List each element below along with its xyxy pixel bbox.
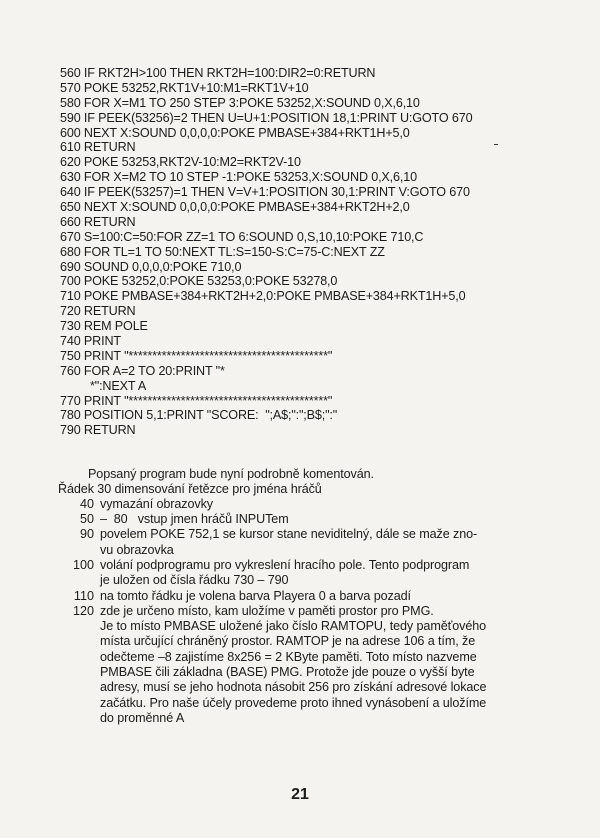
entry-text: – 80 vstup jmen hráčů INPUTem bbox=[100, 512, 289, 527]
code-line: 680 FOR TL=1 TO 50:NEXT TL:S=150-S:C=75-C:NEXT ZZ bbox=[60, 244, 385, 259]
code-line: 580 FOR X=M1 TO 250 STEP 3:POKE 53252,X:SOUND 0,X,6,10 bbox=[60, 95, 420, 110]
print-speck bbox=[494, 144, 498, 145]
entry-line-number: 50 bbox=[79, 512, 94, 527]
entry-line-number: 100 bbox=[72, 557, 94, 572]
code-line-continuation: *":NEXT A bbox=[90, 378, 147, 393]
code-line: 660 RETURN bbox=[60, 214, 136, 229]
entry-text: volání podprogramu pro vykreslení hracího pole. Tento podprogram bbox=[100, 557, 470, 572]
commentary-entry bbox=[58, 497, 578, 512]
entry-text: je uložen od čísla řádku 730 – 790 bbox=[100, 573, 289, 588]
code-line: 690 SOUND 0,0,0,0:POKE 710,0 bbox=[60, 259, 242, 274]
entry-line-number: 90 bbox=[79, 527, 94, 542]
commentary-entry bbox=[58, 589, 578, 604]
code-line: 610 RETURN bbox=[60, 140, 136, 155]
entry-text: na tomto řádku je volena barva Playera 0 a barva pozadí bbox=[100, 588, 411, 603]
entry-text: adresy, musí se jeho hodnota násobit 256 pro získání adresové lokace bbox=[100, 680, 487, 695]
code-line: 780 POSITION 5,1:PRINT "SCORE: ";A$;":";B$;":" bbox=[60, 408, 338, 423]
entry-text: začátku. Pro naše účely provedeme proto ihned vynásobení a uložíme bbox=[100, 695, 487, 710]
entry-text: do proměnné A bbox=[100, 710, 185, 725]
intro-paragraph: Popsaný program bude nyní podrobně komentován. bbox=[88, 467, 374, 481]
line-30-note: Řádek 30 dimensování řetězce pro jména hráčů bbox=[58, 481, 322, 496]
entry-text: vu obrazovka bbox=[100, 542, 174, 557]
commentary-entry bbox=[58, 558, 578, 589]
code-line: 590 IF PEEK(53256)=2 THEN U=U+1:POSITION 18,1:PRINT U:GOTO 670 bbox=[60, 110, 473, 125]
code-line: 760 FOR A=2 TO 20:PRINT "* bbox=[60, 363, 225, 378]
entry-text: vymazání obrazovky bbox=[100, 496, 213, 511]
code-line: 630 FOR X=M2 TO 10 STEP -1:POKE 53253,X:SOUND 0,X,6,10 bbox=[60, 170, 417, 185]
entry-text: PMBASE čili základna (BASE) PMG. Protože jde pouze o vyšší byte bbox=[100, 665, 475, 680]
code-line: 620 POKE 53253,RKT2V-10:M2=RKT2V-10 bbox=[60, 155, 301, 170]
page-number: 21 bbox=[291, 786, 309, 803]
commentary-entry bbox=[58, 512, 578, 527]
entry-text: odečteme –8 zajistíme 8x256 = 2 KByte paměti. Toto místo nazveme bbox=[100, 649, 477, 664]
entry-line-number: 110 bbox=[73, 588, 94, 603]
commentary-section bbox=[58, 467, 578, 726]
code-line: 570 POKE 53252,RKT1V+10:M1=RKT1V+10 bbox=[60, 80, 309, 95]
code-line: 740 PRINT bbox=[60, 334, 121, 349]
code-line: 640 IF PEEK(53257)=1 THEN V=V+1:POSITION 30,1:PRINT V:GOTO 670 bbox=[60, 185, 470, 200]
code-line: 670 S=100:C=50:FOR ZZ=1 TO 6:SOUND 0,S,10,10:POKE 710,C bbox=[60, 229, 424, 244]
code-line: 700 POKE 53252,0:POKE 53253,0:POKE 53278,0 bbox=[60, 274, 338, 289]
entry-text: Je to místo PMBASE uložené jako číslo RAMTOPU, tedy paměťového bbox=[100, 619, 487, 634]
code-line: 650 NEXT X:SOUND 0,0,0,0:POKE PMBASE+384+RKT2H+2,0 bbox=[60, 200, 410, 215]
code-line: 750 PRINT "******************************************" bbox=[60, 348, 333, 363]
entry-line-number: 40 bbox=[79, 496, 94, 511]
code-line: 560 IF RKT2H>100 THEN RKT2H=100:DIR2=0:RETURN bbox=[60, 66, 376, 80]
entry-text: zde je určeno místo, kam uložíme v paměti prostor pro PMG. bbox=[100, 603, 434, 618]
commentary-entry bbox=[58, 604, 578, 726]
code-line: 790 RETURN bbox=[60, 423, 136, 438]
entry-text: místa určující chráněný prostor. RAMTOP je na adrese 106 a tím, že bbox=[100, 634, 476, 649]
basic-listing bbox=[60, 66, 580, 438]
commentary-entry bbox=[58, 527, 578, 558]
entry-line-number: 120 bbox=[72, 603, 94, 618]
entry-text: povelem POKE 752,1 se kursor stane neviditelný, dále se maže zno- bbox=[100, 527, 478, 542]
code-line: 730 REM POLE bbox=[60, 319, 148, 334]
code-line: 720 RETURN bbox=[60, 304, 136, 319]
code-line: 600 NEXT X:SOUND 0,0,0,0:POKE PMBASE+384+RKT1H+5,0 bbox=[60, 125, 410, 140]
code-line: 770 PRINT "******************************************" bbox=[60, 393, 333, 408]
code-line: 710 POKE PMBASE+384+RKT2H+2,0:POKE PMBASE+384+RKT1H+5,0 bbox=[60, 289, 466, 304]
